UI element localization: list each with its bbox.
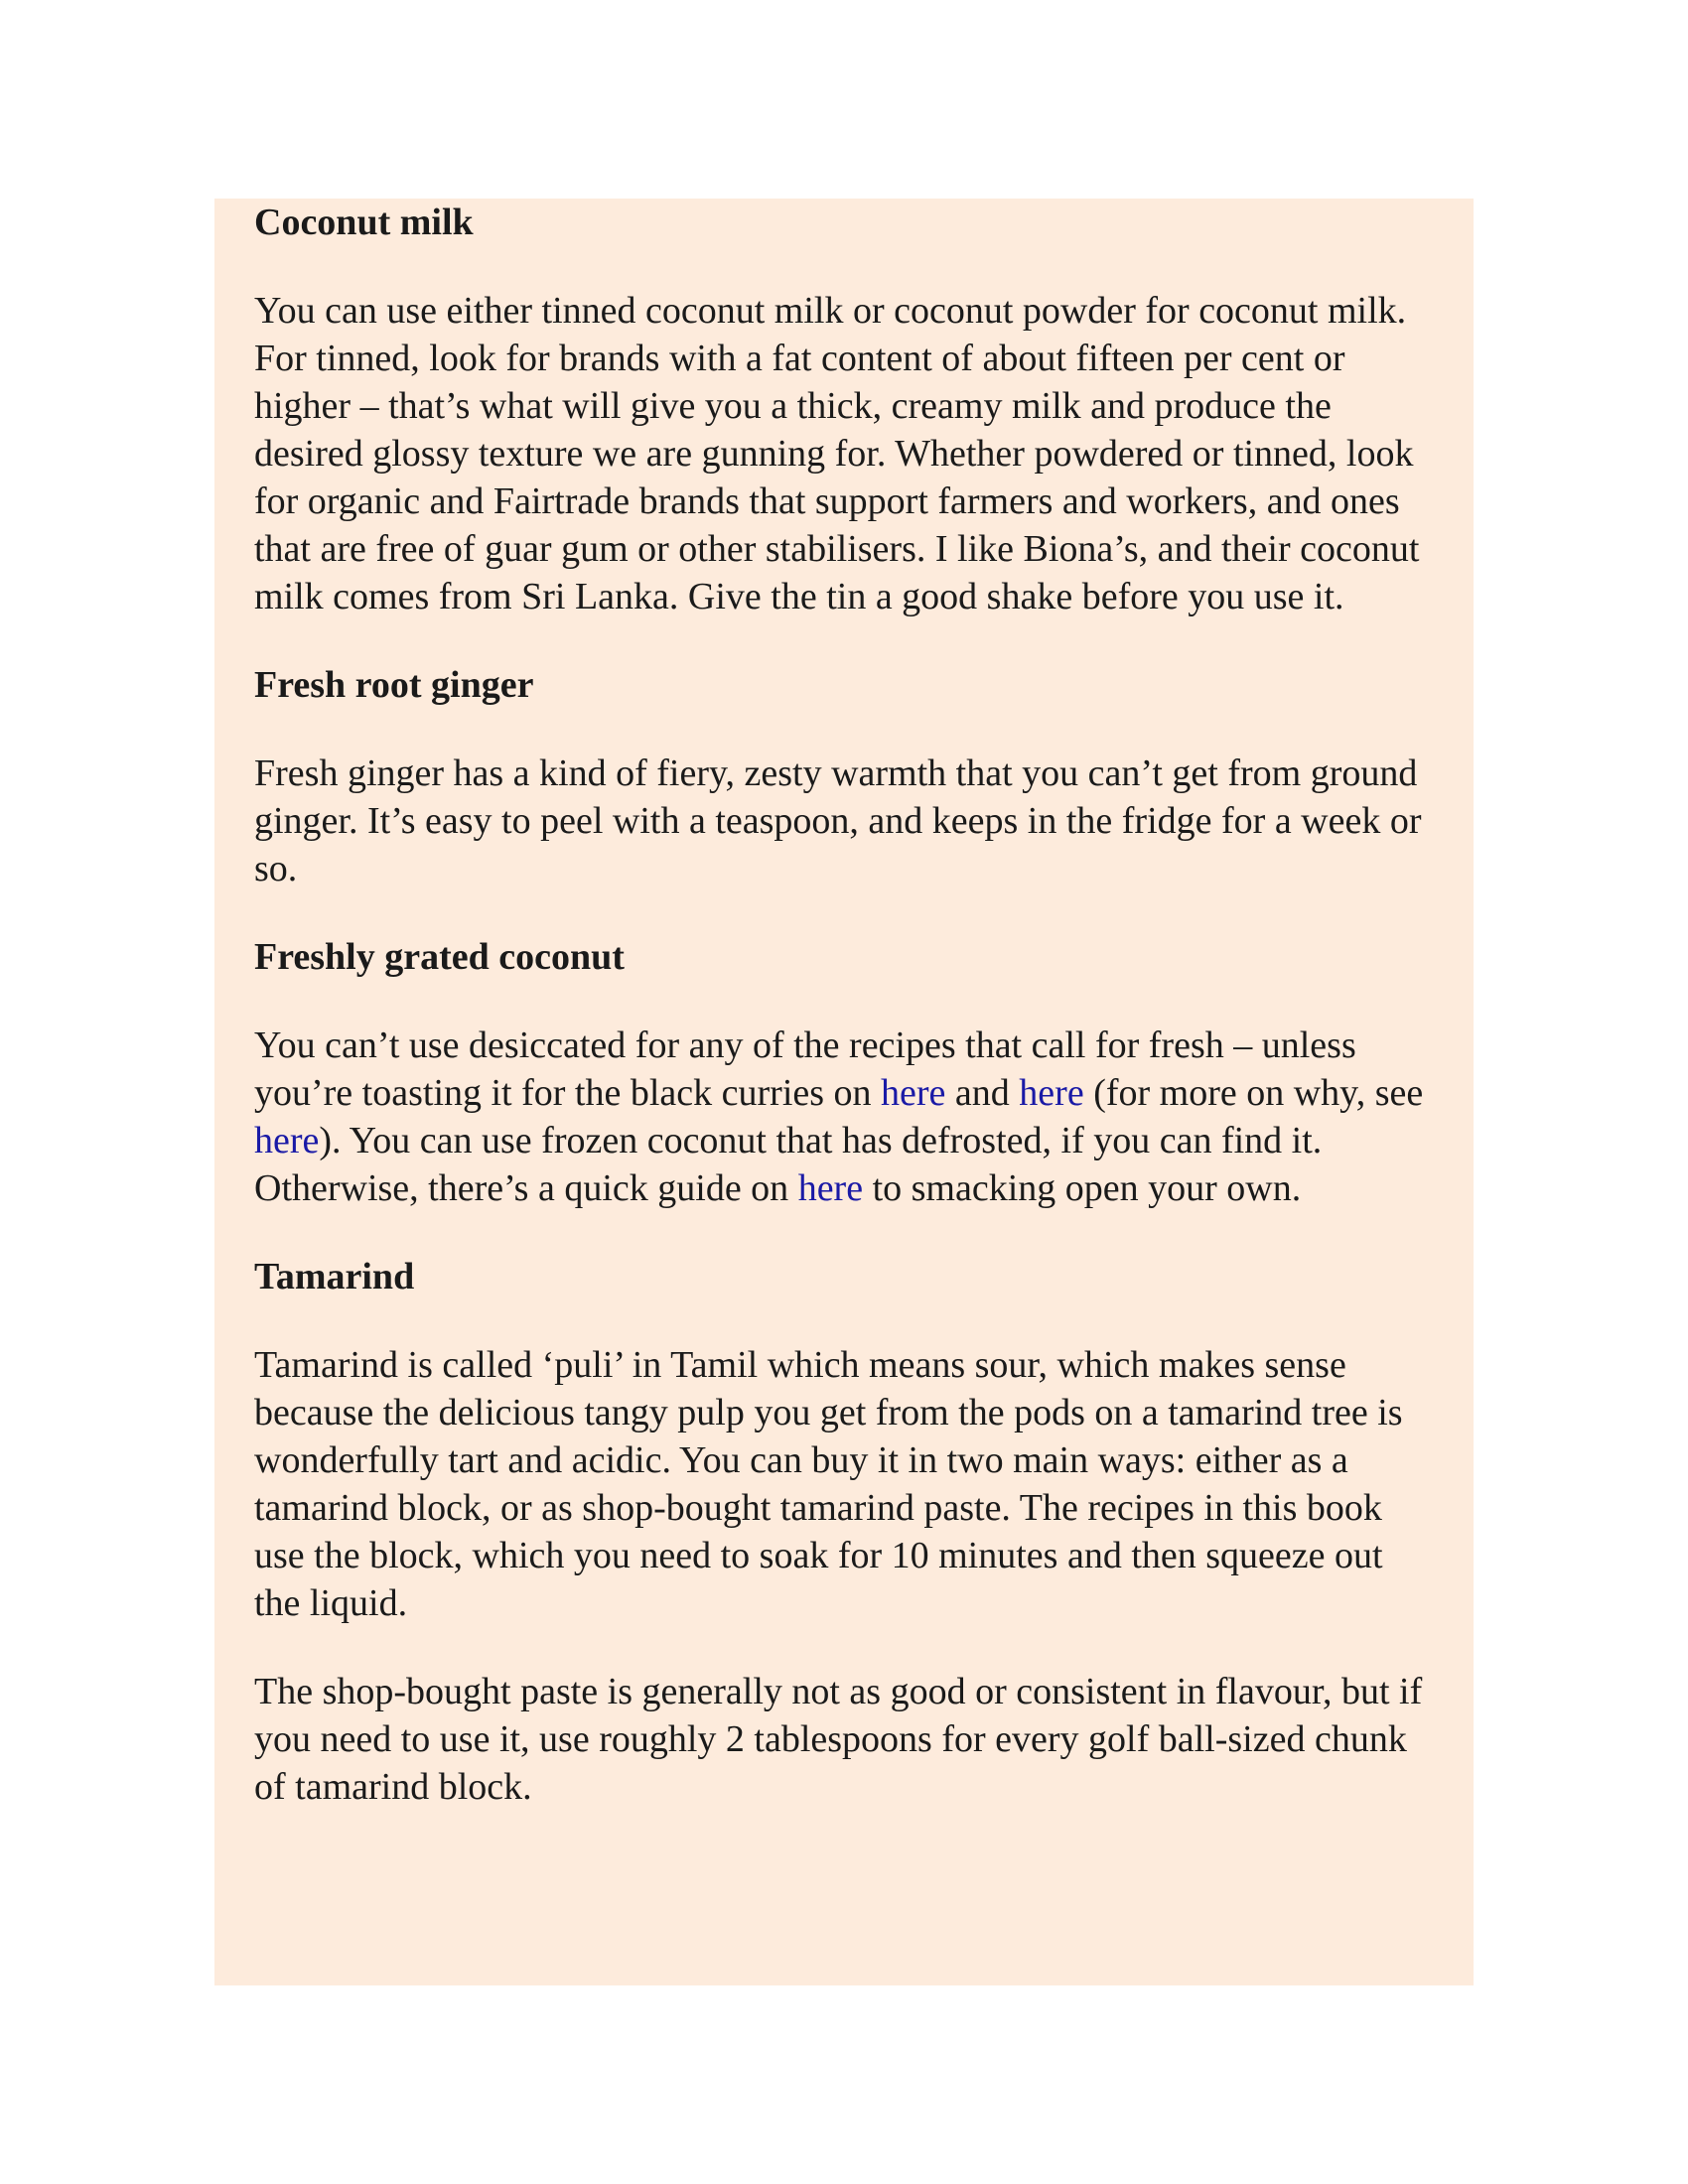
section-title-freshly-grated-coconut: Freshly grated coconut: [254, 936, 625, 978]
paragraph-text: ). You can use frozen coconut that has defrosted, if you can find it. Otherwise, there’s a quick guide on: [254, 1120, 1323, 1209]
cross-reference-link[interactable]: here: [797, 1167, 864, 1209]
section-title-fresh-root-ginger: Fresh root ginger: [254, 664, 534, 706]
paragraph-fresh-root-ginger: [254, 750, 1438, 892]
paragraph-coconut-milk: [254, 287, 1438, 620]
paragraph-tamarind-2: [254, 1668, 1438, 1811]
paragraph-tamarind-1: [254, 1341, 1438, 1627]
paragraph-text: The shop-bought paste is generally not as good or consistent in flavour, but if you need to use it, use roughly 2 tablespoons for every golf ball-sized chunk of tamarind block.: [254, 1671, 1423, 1808]
paragraph-text: Fresh ginger has a kind of fiery, zesty warmth that you can’t get from ground ginger. It’s easy to peel with a teaspoon, and keeps in the fridge for a week or so.: [254, 752, 1422, 889]
paragraph-text: (for more on why, see: [1083, 1072, 1424, 1114]
paragraph-text: Tamarind is called ‘puli’ in Tamil which means sour, which makes sense because the delicious tangy pulp you get from the pods on a tamarind tree is wonderfully tart and acidic. You can buy it in two main ways: either as a tamarind block, or as shop-bought tamarind paste. The recipes in this book use the block, which you need to soak for 10 minutes and then squeeze out the liquid.: [254, 1344, 1403, 1624]
content-panel: [214, 199, 1474, 1985]
paragraph-freshly-grated-coconut: [254, 1022, 1438, 1212]
cross-reference-link[interactable]: here: [881, 1072, 946, 1114]
cross-reference-link[interactable]: here: [254, 1120, 320, 1161]
paragraph-text: to smacking open your own.: [863, 1167, 1302, 1209]
cross-reference-link[interactable]: here: [1019, 1072, 1084, 1114]
paragraph-text: You can’t use desiccated for any of the recipes that call for fresh – unless you’re toasting it for the black curries on: [254, 1024, 1356, 1114]
section-title-tamarind: Tamarind: [254, 1256, 415, 1297]
paragraph-text: and: [945, 1072, 1020, 1114]
paragraph-text: You can use either tinned coconut milk or coconut powder for coconut milk. For tinned, look for brands with a fat content of about fifteen per cent or higher – that’s what will give you a thick, creamy milk and produce the desired glossy texture we are gunning for. Whether powdered or tinned, look for organic and Fairtrade brands that support farmers and workers, and ones that are free of guar gum or other stabilisers. I like Biona’s, and their coconut milk comes from Sri Lanka. Give the tin a good shake before you use it.: [254, 290, 1420, 617]
section-title-coconut-milk: Coconut milk: [254, 202, 474, 243]
